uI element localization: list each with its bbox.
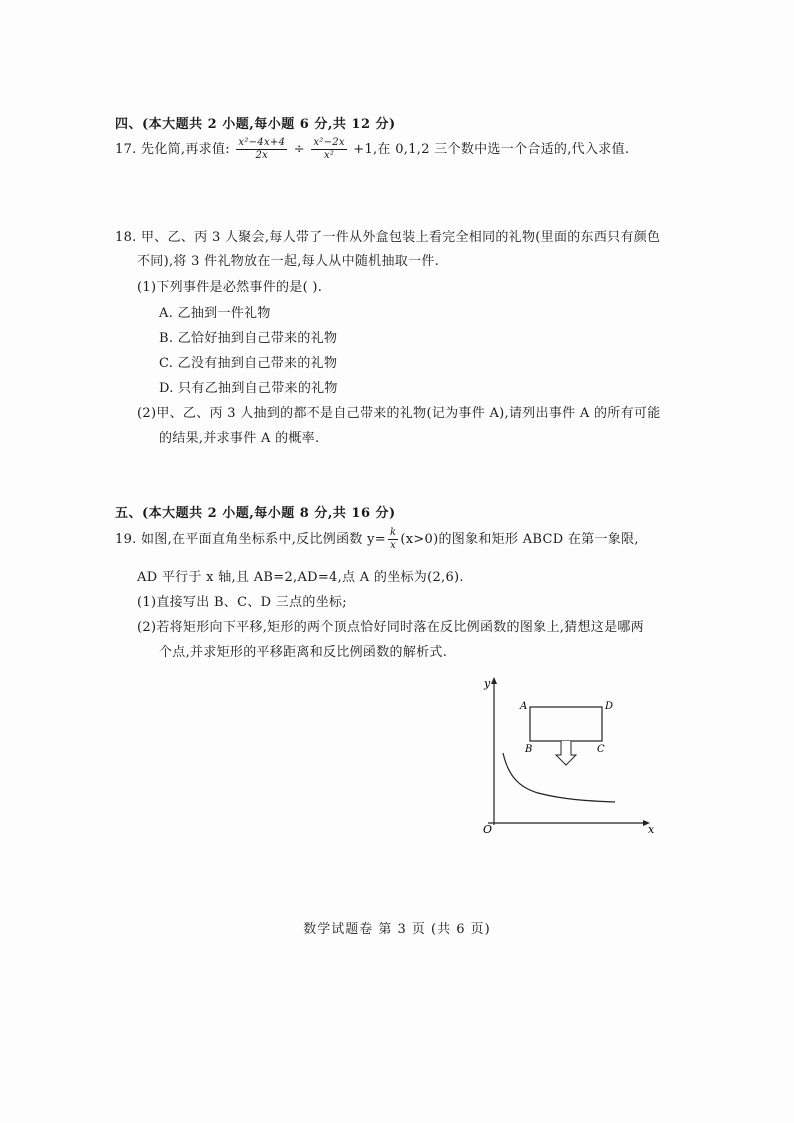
label-d: D <box>605 701 614 712</box>
q18-option-c: C. 乙没有抽到自己带来的礼物 <box>159 356 338 371</box>
label-c: C <box>597 744 605 755</box>
label-origin: O <box>483 823 493 835</box>
q19-lead: 19. 如图,在平面直角坐标系中,反比例函数 y= <box>115 532 386 547</box>
rectangle-abcd <box>530 707 602 741</box>
q18-line-2: 不同),将 3 件礼物放在一起,每人从中随机抽取一件. <box>137 254 440 269</box>
q18-line-1: 18. 甲、乙、丙 3 人聚会,每人带了一件从外盒包装上看完全相同的礼物(里面的东西只有颜色 <box>115 230 661 245</box>
q19-part-2-line-2: 个点,并求矩形的平移距离和反比例函数的解析式. <box>159 645 448 660</box>
q17-frac1-numerator: x²−4x+4 <box>238 137 286 148</box>
q19-frac-denominator: x <box>390 540 397 551</box>
page-footer: 数学试题卷 第 3 页 (共 6 页) <box>303 922 491 937</box>
label-a: A <box>520 701 528 712</box>
q19-line-2: AD 平行于 x 轴,且 AB=2,AD=4,点 A 的坐标为(2,6). <box>137 570 464 585</box>
q17-number: 17. <box>115 142 137 157</box>
q19-part-1: (1)直接写出 B、C、D 三点的坐标; <box>137 595 347 610</box>
q17-fraction-1 <box>236 138 287 161</box>
q18-part-2-line-2: 的结果,并求事件 A 的概率. <box>159 431 320 446</box>
hyperbola-curve <box>503 753 615 802</box>
coordinate-figure <box>470 675 660 835</box>
q17-fraction-2 <box>311 138 347 161</box>
question-19 <box>115 528 639 551</box>
section-5-header: 五、(本大题共 2 小题,每小题 8 分,共 16 分) <box>115 506 396 521</box>
q18-option-a: A. 乙抽到一件礼物 <box>159 306 271 321</box>
q17-frac1-denominator: 2x <box>255 150 269 161</box>
q18-option-d: D. 只有乙抽到自己带来的礼物 <box>159 381 338 396</box>
q17-tail: +1,在 0,1,2 三个数中选一个合适的,代入求值. <box>353 142 630 157</box>
question-17 <box>115 138 629 161</box>
label-y: y <box>484 677 491 690</box>
q19-after-fraction: (x>0)的图象和矩形 ABCD 在第一象限, <box>400 532 639 547</box>
bleed-through-text <box>150 170 162 187</box>
q19-frac-numerator: k <box>389 527 397 538</box>
label-b: B <box>525 744 533 755</box>
q18-option-b: B. 乙恰好抽到自己带来的礼物 <box>159 331 338 346</box>
q17-divide-sign: ÷ <box>293 142 305 157</box>
label-x: x <box>648 823 655 835</box>
y-axis-arrow-icon <box>491 677 497 684</box>
q18-part-1: (1)下列事件是必然事件的是( ). <box>137 280 323 295</box>
q18-part-2-line-1: (2)甲、乙、丙 3 人抽到的都不是自己带来的礼物(记为事件 A),请列出事件 A 的所有可能 <box>137 406 661 421</box>
q19-fraction <box>388 528 398 551</box>
down-arrow-icon <box>556 741 576 765</box>
q17-frac2-denominator: x² <box>323 150 335 161</box>
q17-lead: 先化简,再求值: <box>141 142 230 157</box>
q19-part-2-line-1: (2)若将矩形向下平移,矩形的两个顶点恰好同时落在反比例函数的图象上,猜想这是哪两 <box>137 620 644 635</box>
q17-frac2-numerator: x²−2x <box>313 137 345 148</box>
section-4-header: 四、(本大题共 2 小题,每小题 6 分,共 12 分) <box>115 117 396 132</box>
